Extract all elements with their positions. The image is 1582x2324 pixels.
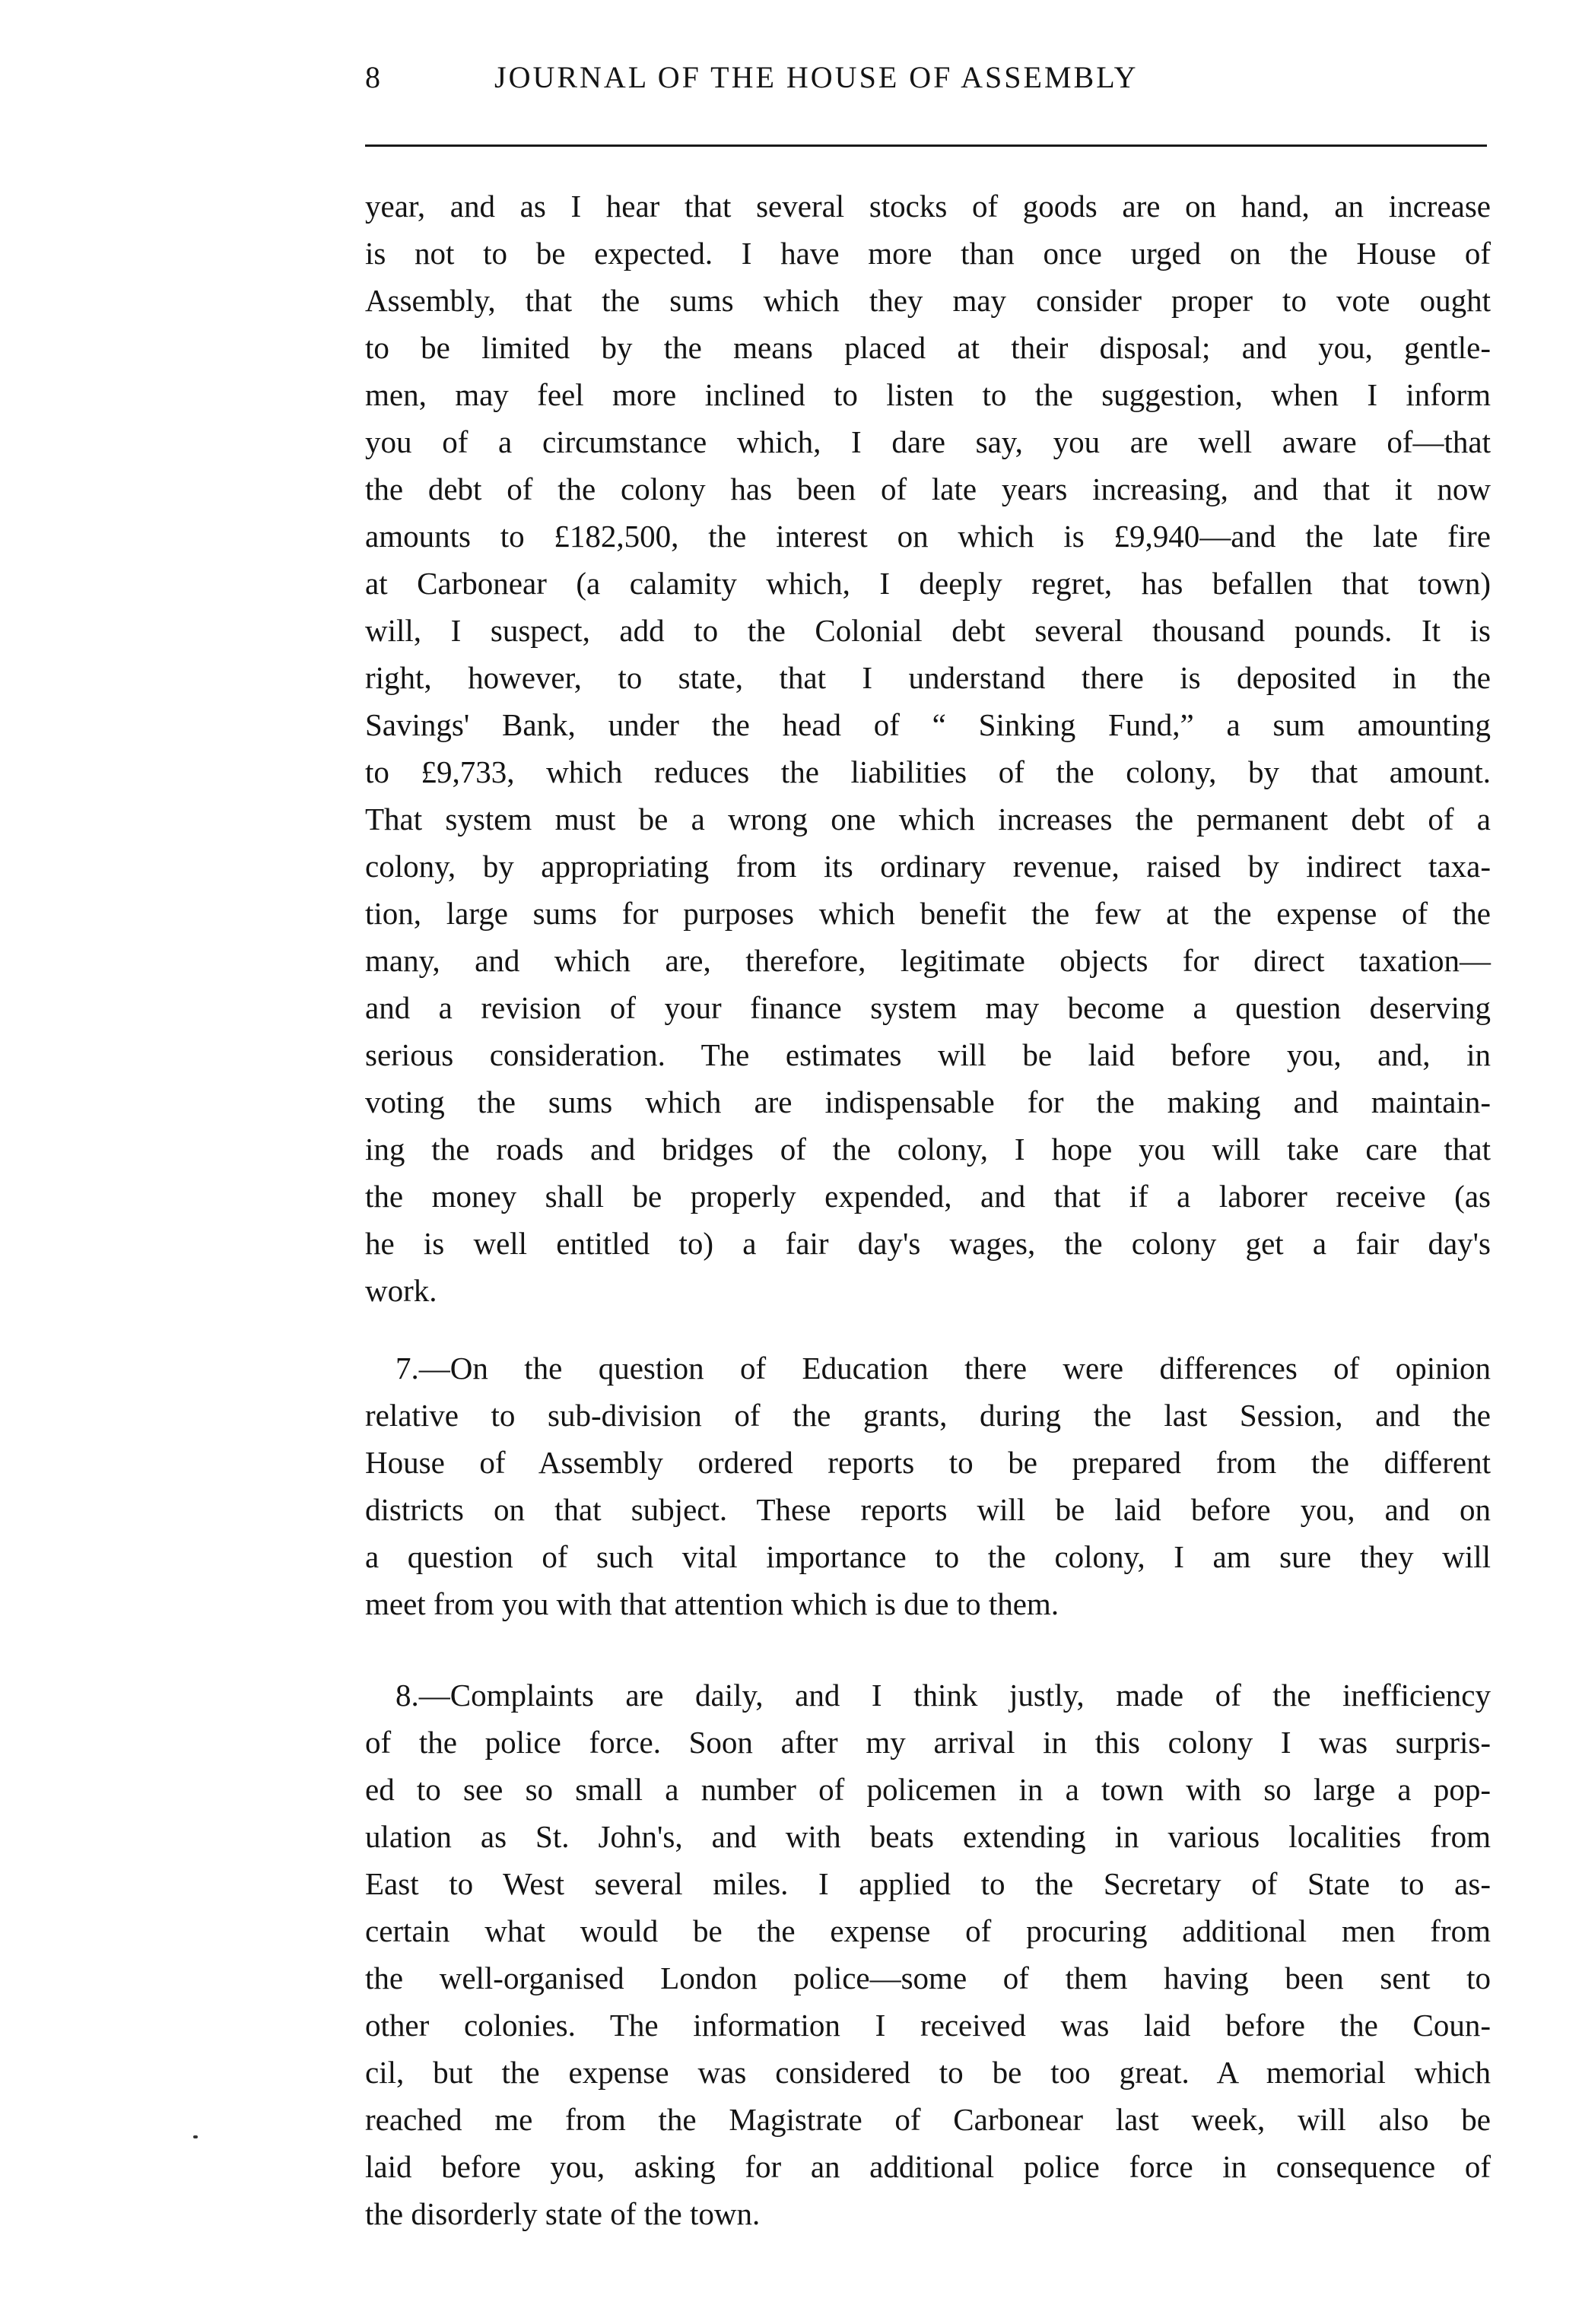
ink-speck bbox=[193, 2135, 198, 2138]
journal-title: JOURNAL OF THE HOUSE OF ASSEMBLY bbox=[494, 60, 1139, 94]
text-line: laid before you, asking for an additional police force in consequence of bbox=[365, 2149, 1491, 2184]
text-line: the money shall be properly expended, and that if a laborer receive (as bbox=[365, 1179, 1491, 1214]
text-line: 7.—On the question of Education there were differences of opinion bbox=[396, 1351, 1491, 1386]
text-line: voting the sums which are indispensable for the making and maintain- bbox=[365, 1084, 1491, 1119]
running-head bbox=[365, 59, 1483, 105]
text-line: Savings' Bank, under the head of “ Sinking Fund,” a sum amounting bbox=[365, 707, 1491, 742]
text-line: to £9,733, which reduces the liabilities of the colony, by that amount. bbox=[365, 754, 1491, 789]
header-rule bbox=[365, 144, 1487, 147]
text-line: colony, by appropriating from its ordinary revenue, raised by indirect taxa- bbox=[365, 849, 1491, 884]
text-line: will, I suspect, add to the Colonial debt several thousand pounds. It is bbox=[365, 613, 1491, 648]
text-line: amounts to £182,500, the interest on which is £9,940—and the late fire bbox=[365, 519, 1491, 554]
text-line: of the police force. Soon after my arrival in this colony I was surpris- bbox=[365, 1725, 1491, 1760]
text-line: work. bbox=[365, 1273, 437, 1308]
text-line: ulation as St. John's, and with beats extending in various localities from bbox=[365, 1819, 1491, 1854]
text-line: other colonies. The information I received was laid before the Coun- bbox=[365, 2008, 1491, 2043]
text-line: right, however, to state, that I understand there is deposited in the bbox=[365, 660, 1491, 695]
text-line: men, may feel more inclined to listen to the suggestion, when I inform bbox=[365, 377, 1491, 412]
text-line: reached me from the Magistrate of Carbonear last week, will also be bbox=[365, 2102, 1491, 2137]
text-line: many, and which are, therefore, legitimate objects for direct taxation— bbox=[365, 943, 1491, 978]
text-line: relative to sub-division of the grants, during the last Session, and the bbox=[365, 1398, 1491, 1433]
text-line: the well-organised London police—some of them having been sent to bbox=[365, 1960, 1491, 1995]
text-line: That system must be a wrong one which increases the permanent debt of a bbox=[365, 802, 1491, 837]
text-line: tion, large sums for purposes which benefit the few at the expense of the bbox=[365, 896, 1491, 931]
paragraph-police bbox=[365, 1672, 1491, 2237]
text-line: the disorderly state of the town. bbox=[365, 2196, 761, 2231]
text-line: at Carbonear (a calamity which, I deeply regret, has befallen that town) bbox=[365, 566, 1491, 601]
text-line: 8.—Complaints are daily, and I think justly, made of the inefficiency bbox=[396, 1678, 1491, 1713]
text-line: and a revision of your finance system may become a question deserving bbox=[365, 990, 1491, 1025]
text-line: to be limited by the means placed at their disposal; and you, gentle- bbox=[365, 330, 1491, 365]
text-line: serious consideration. The estimates will be laid before you, and, in bbox=[365, 1037, 1491, 1072]
text-line: ed to see so small a number of policemen in a town with so large a pop- bbox=[365, 1772, 1491, 1807]
paragraph-finance bbox=[365, 183, 1491, 1314]
text-line: year, and as I hear that several stocks of goods are on hand, an increase bbox=[365, 189, 1491, 224]
text-line: meet from you with that attention which is due to them. bbox=[365, 1586, 1059, 1621]
text-line: a question of such vital importance to the colony, I am sure they will bbox=[365, 1539, 1491, 1574]
text-line: he is well entitled to) a fair day's wages, the colony get a fair day's bbox=[365, 1226, 1491, 1261]
text-line: Assembly, that the sums which they may consider proper to vote ought bbox=[365, 283, 1491, 318]
text-line: the debt of the colony has been of late years increasing, and that it now bbox=[365, 471, 1491, 506]
text-line: is not to be expected. I have more than once urged on the House of bbox=[365, 236, 1491, 271]
page-number: 8 bbox=[365, 60, 383, 94]
text-line: East to West several miles. I applied to the Secretary of State to as- bbox=[365, 1866, 1491, 1901]
text-line: cil, but the expense was considered to be too great. A memorial which bbox=[365, 2055, 1491, 2090]
paragraph-education bbox=[365, 1345, 1491, 1627]
text-line: districts on that subject. These reports will be laid before you, and on bbox=[365, 1492, 1491, 1527]
text-line: certain what would be the expense of procuring additional men from bbox=[365, 1913, 1491, 1948]
text-line: House of Assembly ordered reports to be prepared from the different bbox=[365, 1445, 1491, 1480]
text-line: you of a circumstance which, I dare say, you are well aware of—that bbox=[365, 424, 1491, 459]
text-line: ing the roads and bridges of the colony, I hope you will take care that bbox=[365, 1132, 1491, 1167]
